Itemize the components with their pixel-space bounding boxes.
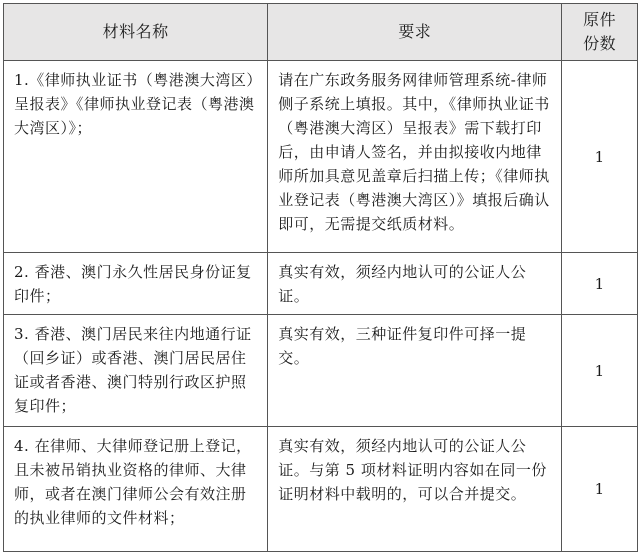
count-cell: 1 <box>562 315 638 427</box>
header-count-line1: 原件 <box>583 10 617 29</box>
table-header-row <box>4 4 638 61</box>
header-original-count <box>562 4 638 61</box>
table-row <box>4 253 638 315</box>
material-name-cell: 4. 在律师、大律师登记册上登记，且未被吊销执业资格的律师、大律师，或者在澳门律师公会有效注册的执业律师的文件材料； <box>4 427 268 552</box>
count-cell: 1 <box>562 253 638 315</box>
material-name-cell: 3. 香港、澳门居民来往内地通行证（回乡证）或香港、澳门居民居住证或者香港、澳门特别行政区护照复印件； <box>4 315 268 427</box>
count-cell: 1 <box>562 61 638 253</box>
count-cell: 1 <box>562 427 638 552</box>
requirement-cell: 真实有效，须经内地认可的公证人公证。与第 5 项材料证明内容如在同一份证明材料中载明的，可以合并提交。 <box>268 427 562 552</box>
header-requirement: 要求 <box>268 4 562 61</box>
table-row <box>4 427 638 552</box>
requirement-cell: 请在广东政务服务网律师管理系统-律师侧子系统上填报。其中，《律师执业证书（粤港澳大湾区）呈报表》需下载打印后，由申请人签名，并由拟接收内地律师所加具意见盖章后扫描上传；《律师执业登记表（粤港澳大湾区）》填报后确认即可，无需提交纸质材料。 <box>268 61 562 253</box>
material-name-cell: 2. 香港、澳门永久性居民身份证复印件； <box>4 253 268 315</box>
table-row <box>4 61 638 253</box>
header-count-line2: 份数 <box>583 34 617 53</box>
table-row <box>4 315 638 427</box>
material-name-cell: 1.《律师执业证书（粤港澳大湾区）呈报表》《律师执业登记表（粤港澳大湾区）》； <box>4 61 268 253</box>
requirement-cell: 真实有效，三种证件复印件可择一提交。 <box>268 315 562 427</box>
requirement-cell: 真实有效，须经内地认可的公证人公证。 <box>268 253 562 315</box>
header-material-name: 材料名称 <box>4 4 268 61</box>
materials-table <box>3 3 638 552</box>
